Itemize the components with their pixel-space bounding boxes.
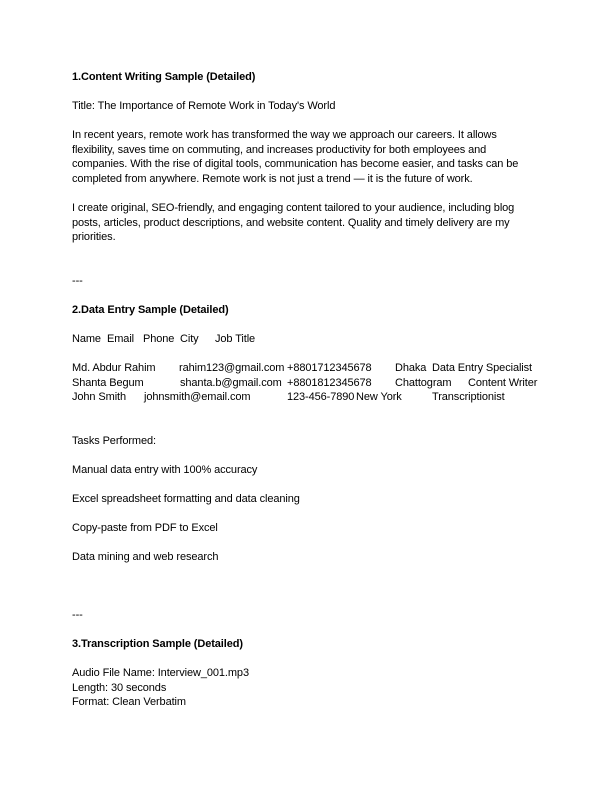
section-heading-transcription: 3.Transcription Sample (Detailed) (72, 638, 243, 650)
cell-name: Shanta Begum (72, 377, 144, 389)
cell-city: Chattogram (395, 377, 452, 389)
task-item: Manual data entry with 100% accuracy (72, 464, 258, 476)
cell-name: John Smith (72, 391, 127, 403)
column-header-phone: Phone (143, 333, 175, 345)
cell-city: New York (356, 391, 402, 403)
cell-phone: +8801812345678 (287, 377, 372, 389)
cell-phone: +8801712345678 (287, 362, 372, 374)
paragraph-remote-work (72, 128, 542, 187)
column-header-job-title: Job Title (215, 333, 256, 345)
tasks-label: Tasks Performed: (72, 435, 156, 447)
audio-file-name: Audio File Name: Interview_001.mp3 (72, 667, 249, 679)
task-item: Copy-paste from PDF to Excel (72, 522, 218, 534)
cell-phone: 123-456-7890 (287, 391, 355, 403)
paragraph-line: flexibility, saves time on commuting, and increases productivity for both employees and (72, 143, 487, 156)
cell-name: Md. Abdur Rahim (72, 362, 156, 374)
paragraph-line: I create original, SEO-friendly, and engaging content tailored to your audience, including blog (72, 202, 515, 214)
transcription-format: Format: Clean Verbatim (72, 696, 186, 708)
cell-city: Dhaka (395, 362, 427, 374)
paragraph-line: completed from anywhere. Remote work is not just a trend — it is the future of work. (72, 173, 473, 186)
paragraph-services (72, 201, 542, 245)
column-header-city: City (180, 333, 199, 345)
task-item: Data mining and web research (72, 551, 219, 563)
audio-length: Length: 30 seconds (72, 682, 167, 694)
paragraph-line: posts, articles, product descriptions, and website content. Quality and timely delivery are my (72, 216, 510, 229)
cell-job-title: Transcriptionist (432, 391, 505, 403)
paragraph-line: companies. With the rise of digital tools, communication has become easier, and tasks can be (72, 158, 519, 171)
task-item: Excel spreadsheet formatting and data cleaning (72, 493, 300, 505)
paragraph-line: In recent years, remote work has transformed the way we approach our careers. It allows (72, 129, 497, 141)
divider: --- (72, 275, 83, 287)
cell-email: rahim123@gmail.com (179, 362, 285, 374)
paragraph-line: priorities. (72, 231, 116, 244)
cell-email: johnsmith@email.com (144, 391, 251, 403)
section-heading-data-entry: 2.Data Entry Sample (Detailed) (72, 304, 229, 316)
cell-job-title: Content Writer (468, 377, 538, 389)
cell-job-title: Data Entry Specialist (432, 362, 532, 374)
article-title: Title: The Importance of Remote Work in Today's World (72, 100, 336, 112)
divider: --- (72, 609, 83, 621)
section-heading-content-writing: 1.Content Writing Sample (Detailed) (72, 71, 256, 83)
cell-email: shanta.b@gmail.com (180, 377, 282, 389)
column-header-email: Email (107, 333, 135, 345)
column-header-name: Name (72, 333, 101, 345)
